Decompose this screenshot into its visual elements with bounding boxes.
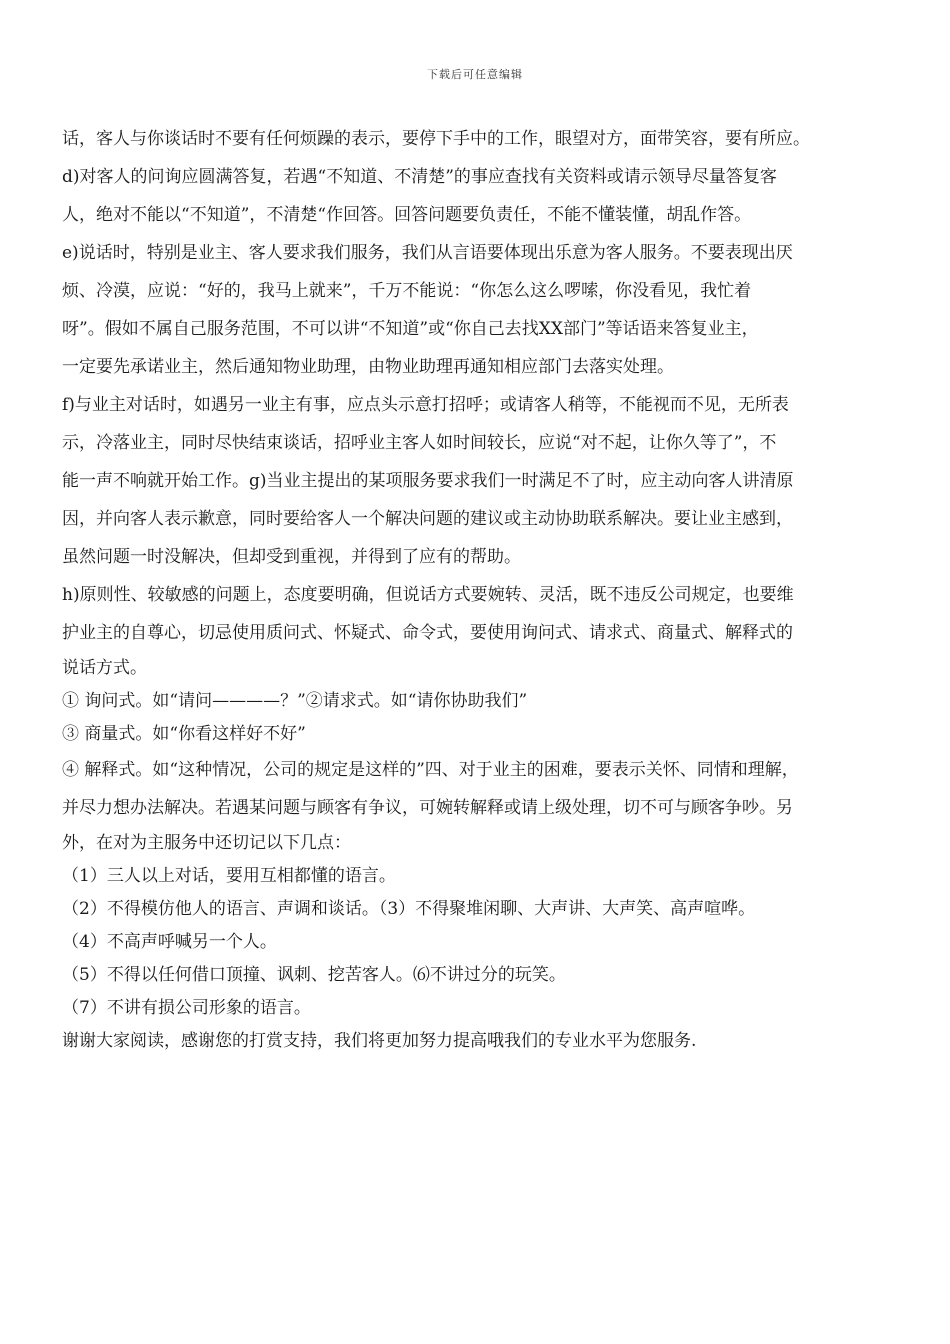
document-body	[62, 120, 902, 1058]
text-line: 呀”。假如不属自己服务范围，不可以讲“不知道”或“你自己去找XX部门”等话语来答复业主，	[62, 319, 759, 339]
text-line: 一定要先承诺业主，然后通知物业助理，由物业助理再通知相应部门去落实处理。	[62, 357, 674, 377]
text-line: 烦、冷漠，应说：“好的，我马上就来”，千万不能说：“你怎么这么啰嗦，你没看见，我忙着	[62, 281, 752, 301]
text-line: 外，在对为主服务中还切记以下几点：	[62, 833, 351, 853]
text-line: 人，绝对不能以“不知道”，不清楚“作回答。回答问题要负责任，不能不懂装懂，胡乱作答。	[62, 205, 752, 225]
text-line: （7）不讲有损公司形象的语言。	[62, 998, 311, 1018]
text-line: d)对客人的问询应圆满答复，若遇“不知道、不清楚”的事应查找有关资料或请示领导尽量答复客	[62, 167, 777, 187]
text-line: （2）不得模仿他人的语言、声调和谈话。（3）不得聚堆闲聊、大声讲、大声笑、高声喧哗。	[62, 899, 756, 919]
text-line: ① 询问式。如“请问————？”②请求式。如“请你协助我们”	[62, 691, 528, 711]
text-line: 能一声不响就开始工作。g)当业主提出的某项服务要求我们一时满足不了时，应主动向客人讲清原	[62, 471, 794, 491]
text-line: （1）三人以上对话，要用互相都懂的语言。	[62, 866, 396, 886]
text-line: f)与业主对话时，如遇另一业主有事，应点头示意打招呼；或请客人稍等，不能视而不见，无所表	[62, 395, 789, 415]
text-line: h)原则性、较敏感的问题上，态度要明确，但说话方式要婉转、灵活，既不违反公司规定，也要维	[62, 585, 794, 605]
text-line: 话，客人与你谈话时不要有任何烦躁的表示，要停下手中的工作，眼望对方，面带笑容，要有所应。	[62, 129, 810, 149]
text-line: e)说话时，特别是业主、客人要求我们服务，我们从言语要体现出乐意为客人服务。不要表现出厌	[62, 243, 793, 263]
page-header: 下载后可任意编辑	[427, 68, 523, 81]
text-line: ④ 解释式。如“这种情况，公司的规定是这样的”四、对于业主的困难，要表示关怀、同情和理解，	[62, 760, 799, 780]
text-line: 因，并向客人表示歉意，同时要给客人一个解决问题的建议或主动协助联系解决。要让业主感到，	[62, 509, 793, 529]
text-line: 谢谢大家阅读，感谢您的打赏支持，我们将更加努力提高哦我们的专业水平为您服务.	[62, 1031, 697, 1051]
text-line: ③ 商量式。如“你看这样好不好”	[62, 724, 306, 744]
text-line: 说话方式。	[62, 658, 147, 678]
text-line: （4）不高声呼喊另一个人。	[62, 932, 277, 952]
text-line: （5）不得以任何借口顶撞、讽刺、挖苦客人。⑹不讲过分的玩笑。	[62, 965, 566, 985]
text-line: 护业主的自尊心，切忌使用质问式、怀疑式、命令式，要使用询问式、请求式、商量式、解释式的	[62, 623, 793, 643]
text-line: 并尽力想办法解决。若遇某问题与顾客有争议，可婉转解释或请上级处理，切不可与顾客争吵。另	[62, 798, 793, 818]
text-line: 虽然问题一时没解决，但却受到重视，并得到了应有的帮助。	[62, 547, 521, 567]
text-line: 示，冷落业主，同时尽快结束谈话，招呼业主客人如时间较长，应说“对不起，让你久等了”，不	[62, 433, 777, 453]
